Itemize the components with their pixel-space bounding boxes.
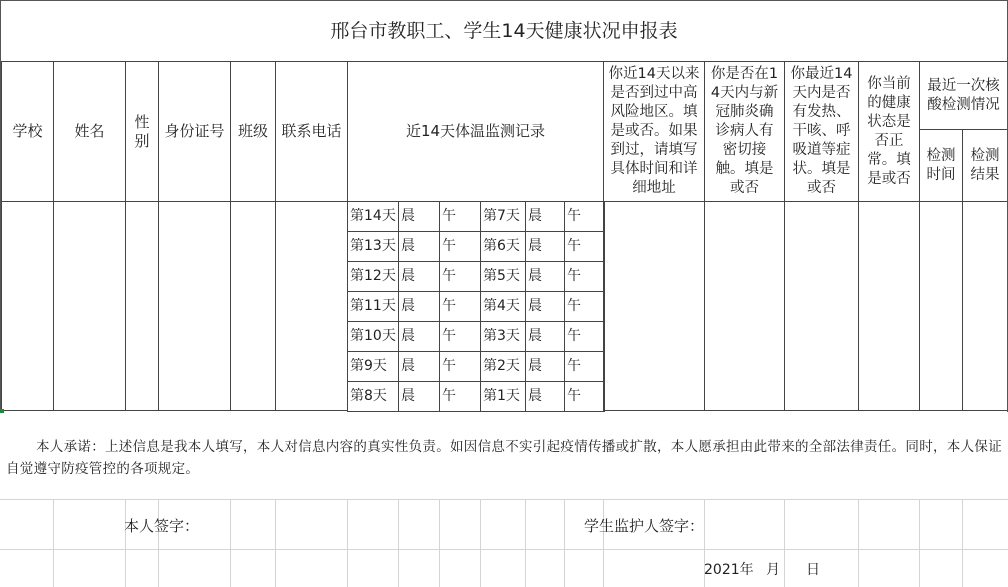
cell-selection-handle[interactable] bbox=[0, 409, 4, 413]
date-year: 2021年 bbox=[704, 562, 754, 578]
gridline-vertical bbox=[480, 499, 481, 587]
day-label: 第6天 bbox=[480, 231, 526, 262]
input-test-time[interactable] bbox=[919, 201, 963, 411]
guardian-signature-label: 学生监护人签字： bbox=[584, 517, 705, 535]
header-id-number: 身份证号 bbox=[158, 61, 231, 202]
input-health-status[interactable] bbox=[858, 201, 920, 411]
day-label: 第8天 bbox=[347, 381, 399, 412]
noon-label: 午 bbox=[564, 201, 605, 232]
header-test-time: 检测时间 bbox=[919, 129, 963, 202]
noon-label: 午 bbox=[439, 351, 481, 382]
morning-label: 晨 bbox=[398, 231, 440, 262]
header-temperature-record: 近14天体温监测记录 bbox=[347, 61, 604, 202]
input-close-contact[interactable] bbox=[704, 201, 785, 411]
header-class: 班级 bbox=[230, 61, 276, 202]
gridline-vertical bbox=[564, 499, 565, 587]
noon-label: 午 bbox=[564, 291, 605, 322]
morning-label: 晨 bbox=[398, 351, 440, 382]
morning-label: 晨 bbox=[525, 381, 565, 412]
gridline-vertical bbox=[125, 499, 126, 587]
day-label: 第1天 bbox=[480, 381, 526, 412]
morning-label: 晨 bbox=[525, 201, 565, 232]
input-school[interactable] bbox=[1, 201, 54, 411]
header-symptoms: 你最近14天内是否有发热、干咳、呼吸道等症状。填是或否 bbox=[784, 61, 859, 202]
day-label: 第11天 bbox=[347, 291, 399, 322]
day-label: 第2天 bbox=[480, 351, 526, 382]
header-close-contact: 你是否在14天内与新冠肺炎确诊病人有密切接触。填是或否 bbox=[704, 61, 785, 202]
day-label: 第7天 bbox=[480, 201, 526, 232]
gridline-vertical bbox=[858, 499, 859, 587]
input-phone[interactable] bbox=[275, 201, 348, 411]
morning-label: 晨 bbox=[398, 201, 440, 232]
noon-label: 午 bbox=[564, 261, 605, 292]
input-risk-area[interactable] bbox=[603, 201, 705, 411]
header-gender: 性别 bbox=[125, 61, 159, 202]
gridline-vertical bbox=[603, 499, 604, 587]
guardian-signature-field[interactable] bbox=[712, 512, 852, 538]
frame-top-line bbox=[0, 0, 1008, 1]
gridline-vertical bbox=[439, 499, 440, 587]
gridline-vertical bbox=[919, 499, 920, 587]
noon-label: 午 bbox=[439, 261, 481, 292]
day-label: 第13天 bbox=[347, 231, 399, 262]
page-title: 邢台市教职工、学生14天健康状况申报表 bbox=[330, 19, 678, 42]
date-day: 日 bbox=[806, 562, 820, 578]
noon-label: 午 bbox=[564, 321, 605, 352]
gridline-vertical bbox=[158, 499, 159, 587]
frame-left-line bbox=[0, 0, 1, 412]
day-label: 第14天 bbox=[347, 201, 399, 232]
day-label: 第10天 bbox=[347, 321, 399, 352]
noon-label: 午 bbox=[564, 381, 605, 412]
noon-label: 午 bbox=[439, 381, 481, 412]
header-test-result: 检测结果 bbox=[962, 129, 1008, 202]
header-phone: 联系电话 bbox=[275, 61, 348, 202]
header-health-status: 你当前的健康状态是否正常。填是或否 bbox=[858, 61, 920, 202]
morning-label: 晨 bbox=[525, 351, 565, 382]
input-gender[interactable] bbox=[125, 201, 159, 411]
day-label: 第12天 bbox=[347, 261, 399, 292]
noon-label: 午 bbox=[439, 321, 481, 352]
header-nucleic-test: 最近一次核酸检测情况 bbox=[919, 61, 1008, 130]
morning-label: 晨 bbox=[525, 321, 565, 352]
gridline-vertical bbox=[962, 499, 963, 587]
noon-label: 午 bbox=[439, 231, 481, 262]
input-id-number[interactable] bbox=[158, 201, 231, 411]
morning-label: 晨 bbox=[525, 231, 565, 262]
morning-label: 晨 bbox=[398, 291, 440, 322]
pledge-text: 本人承诺：上述信息是我本人填写，本人对信息内容的真实性负责。如因信息不实引起疫情传播或扩散，本人愿承担由此带来的全部法律责任。同时，本人保证自觉遵守防疫管控的各项规定。 bbox=[6, 439, 1002, 477]
input-class[interactable] bbox=[230, 201, 276, 411]
noon-label: 午 bbox=[564, 351, 605, 382]
day-label: 第5天 bbox=[480, 261, 526, 292]
input-symptoms[interactable] bbox=[784, 201, 859, 411]
morning-label: 晨 bbox=[398, 261, 440, 292]
gridline-horizontal bbox=[0, 549, 1008, 550]
date-month: 月 bbox=[766, 562, 780, 578]
day-label: 第4天 bbox=[480, 291, 526, 322]
noon-label: 午 bbox=[439, 291, 481, 322]
noon-label: 午 bbox=[564, 231, 605, 262]
input-test-result[interactable] bbox=[962, 201, 1008, 411]
morning-label: 晨 bbox=[398, 321, 440, 352]
header-risk-area: 你近14天以来是否到过中高风险地区。填是或否。如果到过，请填写具体时间和详细地址 bbox=[603, 61, 705, 202]
day-label: 第3天 bbox=[480, 321, 526, 352]
header-name: 姓名 bbox=[53, 61, 126, 202]
gridline-vertical bbox=[525, 499, 526, 587]
self-signature-field[interactable] bbox=[200, 512, 370, 538]
gridline-vertical bbox=[398, 499, 399, 587]
input-name[interactable] bbox=[53, 201, 126, 411]
self-signature-label: 本人签字： bbox=[124, 517, 200, 535]
day-label: 第9天 bbox=[347, 351, 399, 382]
header-school: 学校 bbox=[1, 61, 54, 202]
morning-label: 晨 bbox=[525, 291, 565, 322]
morning-label: 晨 bbox=[525, 261, 565, 292]
gridline-horizontal bbox=[0, 499, 1008, 500]
gridline-vertical bbox=[53, 499, 54, 587]
noon-label: 午 bbox=[439, 201, 481, 232]
morning-label: 晨 bbox=[398, 381, 440, 412]
